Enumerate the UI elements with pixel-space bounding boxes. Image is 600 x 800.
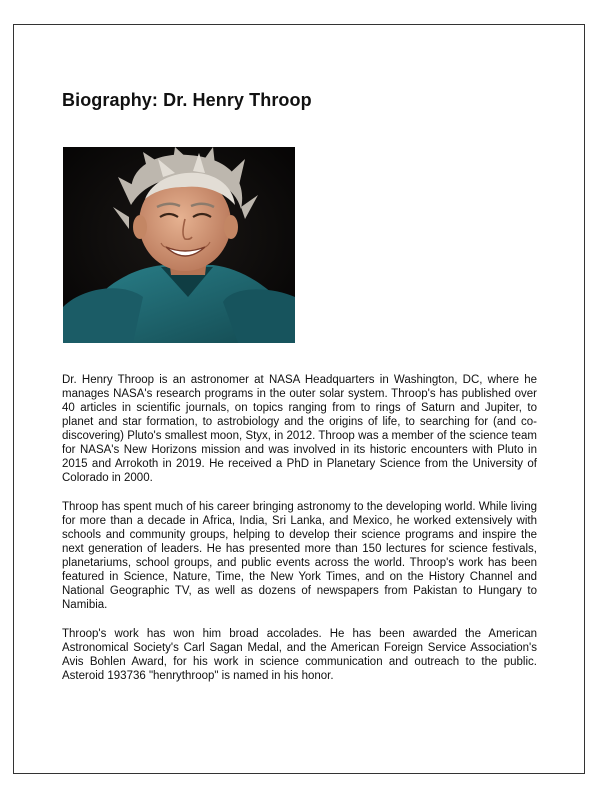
page-title: Biography: Dr. Henry Throop: [62, 90, 312, 110]
biography-body: [62, 373, 537, 698]
bio-paragraph-awards: Throop's work has won him broad accolades. He has been awarded the American Astronomical Society's Carl Sagan Medal, and the American Foreign Service Association's Avis Bohlen Award, for his work in science communication and outreach to the public. Asteroid 193736 "henrythroop" is named in his honor.: [62, 628, 537, 682]
bio-paragraph-outreach: Throop has spent much of his career bringing astronomy to the developing world. While living for more than a decade in Africa, India, Sri Lanka, and Mexico, he worked extensively with schools and community groups, helping to develop their science programs and inspire the next generation of leaders. He has presented more than 150 lectures for science festivals, planetariums, school groups, and public events across the world. Throop's work has been featured in Science, Nature, Time, the New York Times, and on the History Channel and National Geographic TV, as well as dozens of newspapers from Pakistan to Hungary to Namibia.: [62, 501, 537, 611]
bio-paragraph-research: Dr. Henry Throop is an astronomer at NASA Headquarters in Washington, DC, where he manages NASA's research programs in the outer solar system. Throop's has published over 40 articles in scientific journals, on topics ranging from to rings of Saturn and Jupiter, to planet and star formation, to astrobiology and the origins of life, to searching for (and co-discovering) Pluto's smallest moon, Styx, in 2012. Throop was a member of the science team for NASA's New Horizons mission and was involved in its historic encounters with Pluto in 2015 and Arrokoth in 2019. He received a PhD in Planetary Science from the University of Colorado in 2000.: [62, 374, 537, 484]
portrait-photo: [63, 147, 295, 343]
